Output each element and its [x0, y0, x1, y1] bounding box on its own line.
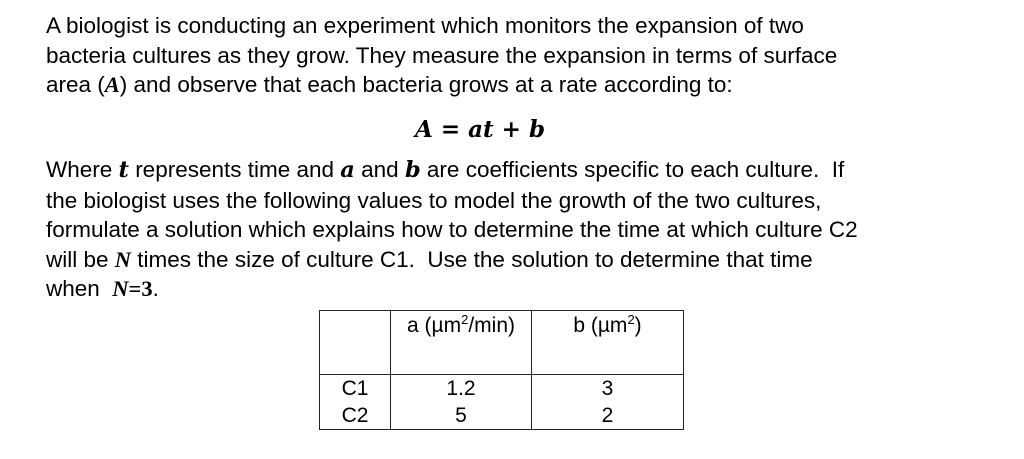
culture-column-header [320, 311, 391, 375]
header-a-superscript: 2 [461, 312, 469, 327]
task-line-5-period: . [152, 276, 159, 301]
problem-task-paragraph [46, 155, 1006, 304]
time-variable: t [118, 157, 129, 183]
task-line-5 [46, 274, 1006, 304]
formula-A: A [414, 116, 433, 143]
table-row [320, 375, 684, 403]
problem-intro-paragraph [46, 11, 1006, 100]
task-line-3: formulate a solution which explains how to determine the time at which culture C2 [46, 217, 858, 242]
formula-a: a [468, 116, 484, 143]
formula-equals: = [432, 116, 469, 143]
task-line-1-text-b: represents time and [128, 157, 341, 182]
task-line-1-text-c: and [354, 157, 405, 182]
coefficient-a-cell: 1.2 [391, 375, 532, 403]
multiplier-variable-value: N [112, 276, 129, 301]
intro-line-3-end: ) and observe that each bacteria grows at a rate according to: [119, 72, 733, 97]
area-variable: A [104, 72, 120, 97]
culture-coefficients-table [319, 310, 684, 430]
multiplier-variable: N [114, 246, 132, 272]
formula-plus: + [493, 116, 529, 143]
coefficient-b-cell: 3 [532, 375, 684, 403]
task-line-1-text-d: are coefficients specific to each culture. If [420, 157, 845, 182]
task-line-4-text-b: times the size of culture C1. Use the solution to determine that time [131, 246, 813, 272]
header-a-text: a (µm [406, 314, 462, 337]
culture-name-cell: C2 [320, 402, 391, 430]
intro-line-3-start: area ( [46, 72, 105, 97]
task-line-5-text-a: when [46, 276, 113, 301]
coefficient-a-cell: 5 [391, 402, 532, 430]
coefficient-a-column-header [391, 311, 532, 375]
task-line-2: the biologist uses the following values to model the growth of the two cultures, [46, 187, 822, 213]
intro-line-2: bacteria cultures as they grow. They measure the expansion in terms of surface [46, 42, 838, 68]
coefficient-b-cell: 2 [532, 402, 684, 430]
coefficient-a-variable: a [340, 157, 355, 183]
multiplier-equals-value: =3 [128, 276, 153, 301]
header-a-unit-end: /min) [468, 314, 515, 337]
header-b-superscript: 2 [627, 312, 635, 327]
intro-line-3 [46, 70, 1006, 100]
table-header-row [320, 311, 684, 375]
coefficient-b-variable: b [404, 157, 421, 183]
task-line-4-text-a: will be [46, 246, 115, 272]
task-line-1-text-a: Where [46, 157, 119, 182]
task-line-4 [46, 245, 1006, 275]
coefficient-b-column-header [532, 311, 684, 375]
intro-line-1: A biologist is conducting an experiment which monitors the expansion of two [46, 13, 804, 38]
culture-name-cell: C1 [320, 375, 391, 403]
header-b-unit-end: ) [634, 314, 642, 337]
task-line-1 [46, 155, 1006, 186]
formula-b: b [528, 116, 546, 143]
formula-t: t [483, 116, 494, 143]
header-b-text: b (µm [573, 314, 628, 337]
growth-formula [0, 115, 960, 145]
table-row [320, 402, 684, 430]
